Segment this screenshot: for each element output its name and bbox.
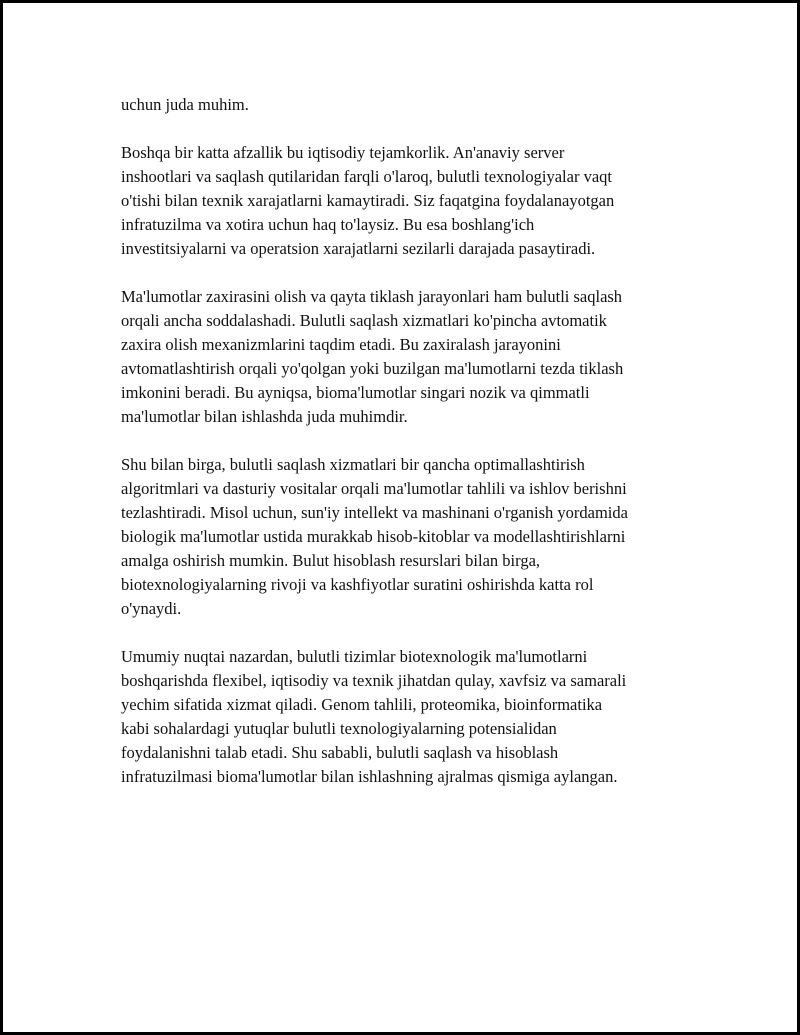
text-line: inshootlari va saqlash qutilaridan farqli o'laroq, bulutli texnologiyalar vaqt <box>121 167 612 186</box>
text-line: biotexnologiyalarning rivoji va kashfiyotlar suratini oshirishda katta rol <box>121 575 594 594</box>
paragraph-2 <box>121 141 696 261</box>
paragraph-1 <box>121 93 696 117</box>
paragraph-5 <box>121 645 696 789</box>
text-line: Umumiy nuqtai nazardan, bulutli tizimlar biotexnologik ma'lumotlarni <box>121 647 588 666</box>
text-line: o'tishi bilan texnik xarajatlarni kamaytiradi. Siz faqatgina foydalanayotgan <box>121 191 615 210</box>
text-line: infratuzilma va xotira uchun haq to'laysiz. Bu esa boshlang'ich <box>121 215 535 234</box>
text-line: imkonini beradi. Bu ayniqsa, bioma'lumotlar singari nozik va qimmatli <box>121 383 590 402</box>
text-line: Ma'lumotlar zaxirasini olish va qayta tiklash jarayonlari ham bulutli saqlash <box>121 287 623 306</box>
text-line: kabi sohalardagi yutuqlar bulutli texnologiyalarning potensialidan <box>121 719 557 738</box>
document-body <box>121 93 696 813</box>
text-line: yechim sifatida xizmat qiladi. Genom tahlili, proteomika, bioinformatika <box>121 695 603 714</box>
text-line: algoritmlari va dasturiy vositalar orqali ma'lumotlar tahlili va ishlov berishni <box>121 479 627 498</box>
text-line: uchun juda muhim. <box>121 95 249 114</box>
text-line: Shu bilan birga, bulutli saqlash xizmatlari bir qancha optimallashtirish <box>121 455 585 474</box>
text-line: infratuzilmasi bioma'lumotlar bilan ishlashning ajralmas qismiga aylangan. <box>121 767 618 786</box>
text-line: ma'lumotlar bilan ishlashda juda muhimdir. <box>121 407 408 426</box>
text-line: orqali ancha soddalashadi. Bulutli saqlash xizmatlari ko'pincha avtomatik <box>121 311 607 330</box>
text-line: tezlashtiradi. Misol uchun, sun'iy intellekt va mashinani o'rganish yordamida <box>121 503 628 522</box>
text-line: boshqarishda flexibel, iqtisodiy va texnik jihatdan qulay, xavfsiz va samarali <box>121 671 627 690</box>
text-line: o'ynaydi. <box>121 599 182 618</box>
text-line: Boshqa bir katta afzallik bu iqtisodiy tejamkorlik. An'anaviy server <box>121 143 565 162</box>
text-line: foydalanishni talab etadi. Shu sababli, bulutli saqlash va hisoblash <box>121 743 559 762</box>
text-line: investitsiyalarni va operatsion xarajatlarni sezilarli darajada pasaytiradi. <box>121 239 596 258</box>
text-line: amalga oshirish mumkin. Bulut hisoblash resurslari bilan birga, <box>121 551 541 570</box>
paragraph-3 <box>121 285 696 429</box>
paragraph-4 <box>121 453 696 621</box>
text-line: avtomatlashtirish orqali yo'qolgan yoki buzilgan ma'lumotlarni tezda tiklash <box>121 359 624 378</box>
text-line: zaxira olish mexanizmlarini taqdim etadi. Bu zaxiralash jarayonini <box>121 335 561 354</box>
text-line: biologik ma'lumotlar ustida murakkab hisob-kitoblar va modellashtirishlarni <box>121 527 626 546</box>
